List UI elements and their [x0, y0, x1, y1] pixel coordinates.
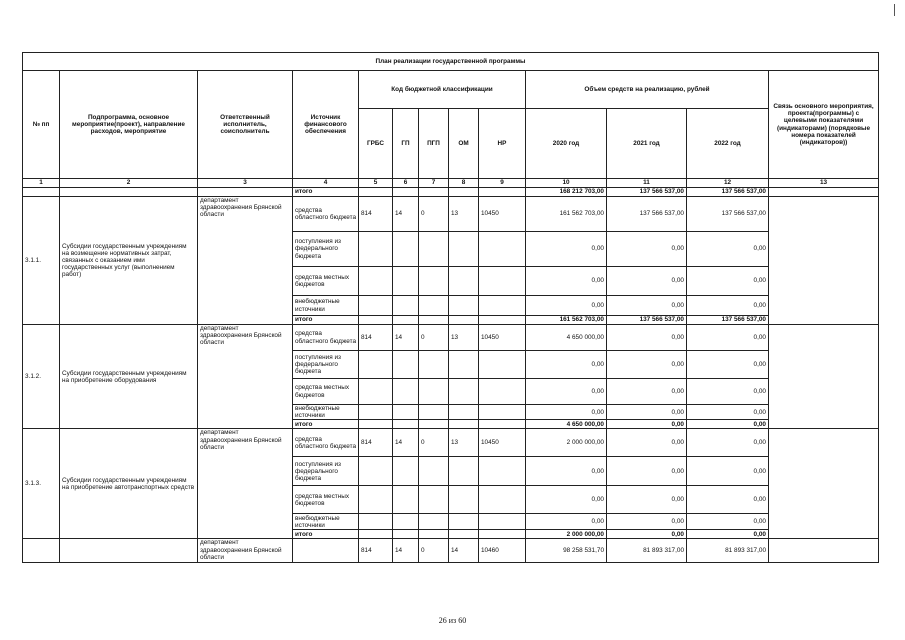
code-grbs: 814: [359, 325, 393, 351]
code-pgp: 0: [419, 429, 449, 457]
code-grbs: [359, 296, 393, 316]
amount-2021: 0,00: [607, 379, 687, 405]
code-gp: [393, 316, 419, 325]
header-pgp: ПГП: [419, 109, 449, 179]
code-np: 10450: [479, 429, 526, 457]
header-name: Подпрограмма, основное мероприятие(проект), направление расходов, мероприятие: [60, 71, 198, 179]
header-link: Связь основного мероприятия, проекта(программы) с целевыми показателями (индикаторами) (порядковые номера показателей (индикаторов)): [769, 71, 879, 179]
source-label: итого: [293, 420, 359, 429]
source-label: [293, 539, 359, 563]
code-om: 13: [449, 197, 479, 232]
code-grbs: [359, 530, 393, 539]
code-om: [449, 267, 479, 296]
amount-2021: 137 566 537,00: [607, 316, 687, 325]
item-number: 3.1.3.: [23, 429, 60, 539]
code-pgp: [419, 316, 449, 325]
amount-2022: 0,00: [687, 325, 769, 351]
item-number: 3.1.2.: [23, 325, 60, 429]
code-gp: [393, 267, 419, 296]
col-number: 5: [359, 179, 393, 188]
indicator-link: [769, 325, 879, 429]
code-pgp: [419, 486, 449, 514]
amount-2021: 0,00: [607, 530, 687, 539]
code-grbs: [359, 351, 393, 379]
header-source: Источник финансового обеспечения: [293, 71, 359, 179]
source-label: внебюджетные источники: [293, 405, 359, 420]
total-2020: 168 212 703,00: [526, 188, 607, 197]
amount-2022: 0,00: [687, 429, 769, 457]
code-pgp: 0: [419, 325, 449, 351]
source-label: итого: [293, 530, 359, 539]
code-om: [449, 232, 479, 267]
source-label: поступления из федерального бюджета: [293, 351, 359, 379]
code-np: [479, 351, 526, 379]
code-np: [479, 530, 526, 539]
col-number: 3: [198, 179, 293, 188]
page-number: 26 из 60: [438, 616, 467, 625]
code-om: 13: [449, 325, 479, 351]
code-np: 10450: [479, 325, 526, 351]
header-executor: Ответственный исполнитель, соисполнитель: [198, 71, 293, 179]
col-number: 2: [60, 179, 198, 188]
code-grbs: [359, 379, 393, 405]
source-label: средства местных бюджетов: [293, 486, 359, 514]
col-number: 7: [419, 179, 449, 188]
source-label: средства областного бюджета: [293, 197, 359, 232]
header-2022: 2022 год: [687, 109, 769, 179]
amount-2021: 0,00: [607, 405, 687, 420]
amount-2020: 0,00: [526, 351, 607, 379]
amount-2020: 0,00: [526, 405, 607, 420]
code-np: [479, 232, 526, 267]
code-pgp: [419, 457, 449, 486]
code-gp: [393, 296, 419, 316]
col-number: 8: [449, 179, 479, 188]
code-pgp: [419, 267, 449, 296]
amount-2021: 81 893 317,00: [607, 539, 687, 563]
amount-2020: 0,00: [526, 267, 607, 296]
amount-2022: 0,00: [687, 405, 769, 420]
document-page: [22, 52, 878, 563]
col-number: 1: [23, 179, 60, 188]
col-number: 6: [393, 179, 419, 188]
empty-cell: [769, 188, 879, 197]
header-2020: 2020 год: [526, 109, 607, 179]
amount-2020: 0,00: [526, 232, 607, 267]
amount-2020: 0,00: [526, 296, 607, 316]
empty-cell: [449, 188, 479, 197]
header-grbs: ГРБС: [359, 109, 393, 179]
source-label: внебюджетные источники: [293, 514, 359, 530]
code-grbs: [359, 405, 393, 420]
code-np: [479, 457, 526, 486]
source-label: средства областного бюджета: [293, 429, 359, 457]
amount-2020: 0,00: [526, 457, 607, 486]
code-grbs: [359, 316, 393, 325]
total-label: итого: [293, 188, 359, 197]
grand-total-row: [23, 188, 879, 197]
amount-2020: 2 000 000,00: [526, 530, 607, 539]
amount-2020: 0,00: [526, 514, 607, 530]
executor: департамент здравоохранения Брянской области: [198, 197, 293, 325]
col-number: 13: [769, 179, 879, 188]
executor: департамент здравоохранения Брянской области: [198, 429, 293, 539]
item-name: Субсидии государственным учреждениям на приобретение автотранспортных средств: [60, 429, 198, 539]
code-pgp: 0: [419, 197, 449, 232]
amount-2022: 0,00: [687, 267, 769, 296]
amount-2022: 0,00: [687, 351, 769, 379]
amount-2020: 0,00: [526, 379, 607, 405]
header-om: ОМ: [449, 109, 479, 179]
code-np: [479, 267, 526, 296]
code-pgp: [419, 514, 449, 530]
amount-2021: 0,00: [607, 267, 687, 296]
source-label: внебюджетные источники: [293, 296, 359, 316]
code-pgp: [419, 405, 449, 420]
amount-2020: 161 562 703,00: [526, 197, 607, 232]
code-pgp: [419, 232, 449, 267]
amount-2022: 137 566 537,00: [687, 197, 769, 232]
total-2022: 137 566 537,00: [687, 188, 769, 197]
header-gp: ГП: [393, 109, 419, 179]
code-np: 10450: [479, 197, 526, 232]
code-gp: 14: [393, 429, 419, 457]
code-pgp: 0: [419, 539, 449, 563]
empty-cell: [60, 188, 198, 197]
header-kbk: Код бюджетной классификации: [359, 71, 526, 109]
program-plan-table: [22, 52, 879, 563]
table-row: [23, 197, 879, 232]
amount-2020: 161 562 703,00: [526, 316, 607, 325]
executor: департамент здравоохранения Брянской области: [198, 539, 293, 563]
code-om: [449, 405, 479, 420]
code-om: [449, 514, 479, 530]
code-pgp: [419, 379, 449, 405]
item-name: Субсидии государственным учреждениям на возмещение нормативных затрат, связанных с оказанием ими государственных услуг (выполнением работ): [60, 197, 198, 325]
header-num: № пп: [23, 71, 60, 179]
code-grbs: 814: [359, 539, 393, 563]
code-grbs: [359, 457, 393, 486]
code-om: 14: [449, 539, 479, 563]
amount-2022: 137 566 537,00: [687, 316, 769, 325]
header-np: НР: [479, 109, 526, 179]
column-number-row: [23, 179, 879, 188]
code-grbs: [359, 267, 393, 296]
empty-cell: [359, 188, 393, 197]
code-gp: [393, 420, 419, 429]
code-np: [479, 379, 526, 405]
code-grbs: [359, 420, 393, 429]
amount-2020: 2 000 000,00: [526, 429, 607, 457]
code-gp: [393, 405, 419, 420]
code-gp: 14: [393, 325, 419, 351]
amount-2020: 0,00: [526, 486, 607, 514]
table-row: [23, 539, 879, 563]
source-label: средства местных бюджетов: [293, 379, 359, 405]
col-number: 11: [607, 179, 687, 188]
col-number: 12: [687, 179, 769, 188]
item-name: [60, 539, 198, 563]
amount-2020: 4 650 000,00: [526, 325, 607, 351]
code-pgp: [419, 351, 449, 379]
scan-edge-mark: [894, 4, 895, 16]
col-number: 10: [526, 179, 607, 188]
header-2021: 2021 год: [607, 109, 687, 179]
executor: департамент здравоохранения Брянской области: [198, 325, 293, 429]
amount-2021: 0,00: [607, 514, 687, 530]
amount-2022: 0,00: [687, 296, 769, 316]
amount-2022: 81 893 317,00: [687, 539, 769, 563]
amount-2022: 0,00: [687, 457, 769, 486]
code-om: [449, 530, 479, 539]
source-label: средства областного бюджета: [293, 325, 359, 351]
indicator-link: [769, 539, 879, 563]
table-title: План реализации государственной программы: [23, 53, 879, 71]
code-gp: [393, 486, 419, 514]
table-row: [23, 325, 879, 351]
code-gp: [393, 514, 419, 530]
amount-2021: 137 566 537,00: [607, 197, 687, 232]
amount-2022: 0,00: [687, 530, 769, 539]
code-np: [479, 486, 526, 514]
amount-2021: 0,00: [607, 429, 687, 457]
code-grbs: [359, 232, 393, 267]
header-amount: Объем средств на реализацию, рублей: [526, 71, 769, 109]
code-np: [479, 405, 526, 420]
amount-2021: 0,00: [607, 420, 687, 429]
code-gp: [393, 530, 419, 539]
amount-2021: 0,00: [607, 486, 687, 514]
code-gp: [393, 351, 419, 379]
source-label: поступления из федерального бюджета: [293, 232, 359, 267]
indicator-link: [769, 429, 879, 539]
code-gp: [393, 457, 419, 486]
total-2021: 137 566 537,00: [607, 188, 687, 197]
code-om: [449, 296, 479, 316]
source-label: итого: [293, 316, 359, 325]
code-np: [479, 316, 526, 325]
code-grbs: 814: [359, 197, 393, 232]
code-gp: 14: [393, 197, 419, 232]
amount-2021: 0,00: [607, 351, 687, 379]
source-label: средства местных бюджетов: [293, 267, 359, 296]
empty-cell: [479, 188, 526, 197]
source-label: поступления из федерального бюджета: [293, 457, 359, 486]
code-gp: 14: [393, 539, 419, 563]
empty-cell: [419, 188, 449, 197]
amount-2021: 0,00: [607, 296, 687, 316]
code-grbs: [359, 486, 393, 514]
amount-2022: 0,00: [687, 379, 769, 405]
amount-2021: 0,00: [607, 232, 687, 267]
code-om: [449, 351, 479, 379]
code-gp: [393, 232, 419, 267]
code-np: [479, 296, 526, 316]
col-number: 4: [293, 179, 359, 188]
code-pgp: [419, 420, 449, 429]
code-np: 10460: [479, 539, 526, 563]
code-om: 13: [449, 429, 479, 457]
amount-2020: 4 650 000,00: [526, 420, 607, 429]
indicator-link: [769, 197, 879, 325]
col-number: 9: [479, 179, 526, 188]
amount-2022: 0,00: [687, 232, 769, 267]
code-grbs: [359, 514, 393, 530]
item-number: [23, 539, 60, 563]
amount-2022: 0,00: [687, 514, 769, 530]
amount-2021: 0,00: [607, 325, 687, 351]
code-gp: [393, 379, 419, 405]
amount-2022: 0,00: [687, 420, 769, 429]
amount-2022: 0,00: [687, 486, 769, 514]
code-om: [449, 379, 479, 405]
code-om: [449, 457, 479, 486]
code-om: [449, 486, 479, 514]
empty-cell: [393, 188, 419, 197]
item-name: Субсидии государственным учреждениям на приобретение оборудования: [60, 325, 198, 429]
code-grbs: 814: [359, 429, 393, 457]
amount-2021: 0,00: [607, 457, 687, 486]
code-om: [449, 420, 479, 429]
item-number: 3.1.1.: [23, 197, 60, 325]
code-om: [449, 316, 479, 325]
code-np: [479, 420, 526, 429]
code-pgp: [419, 296, 449, 316]
code-np: [479, 514, 526, 530]
empty-cell: [198, 188, 293, 197]
table-row: [23, 429, 879, 457]
empty-cell: [23, 188, 60, 197]
code-pgp: [419, 530, 449, 539]
amount-2020: 98 258 531,70: [526, 539, 607, 563]
